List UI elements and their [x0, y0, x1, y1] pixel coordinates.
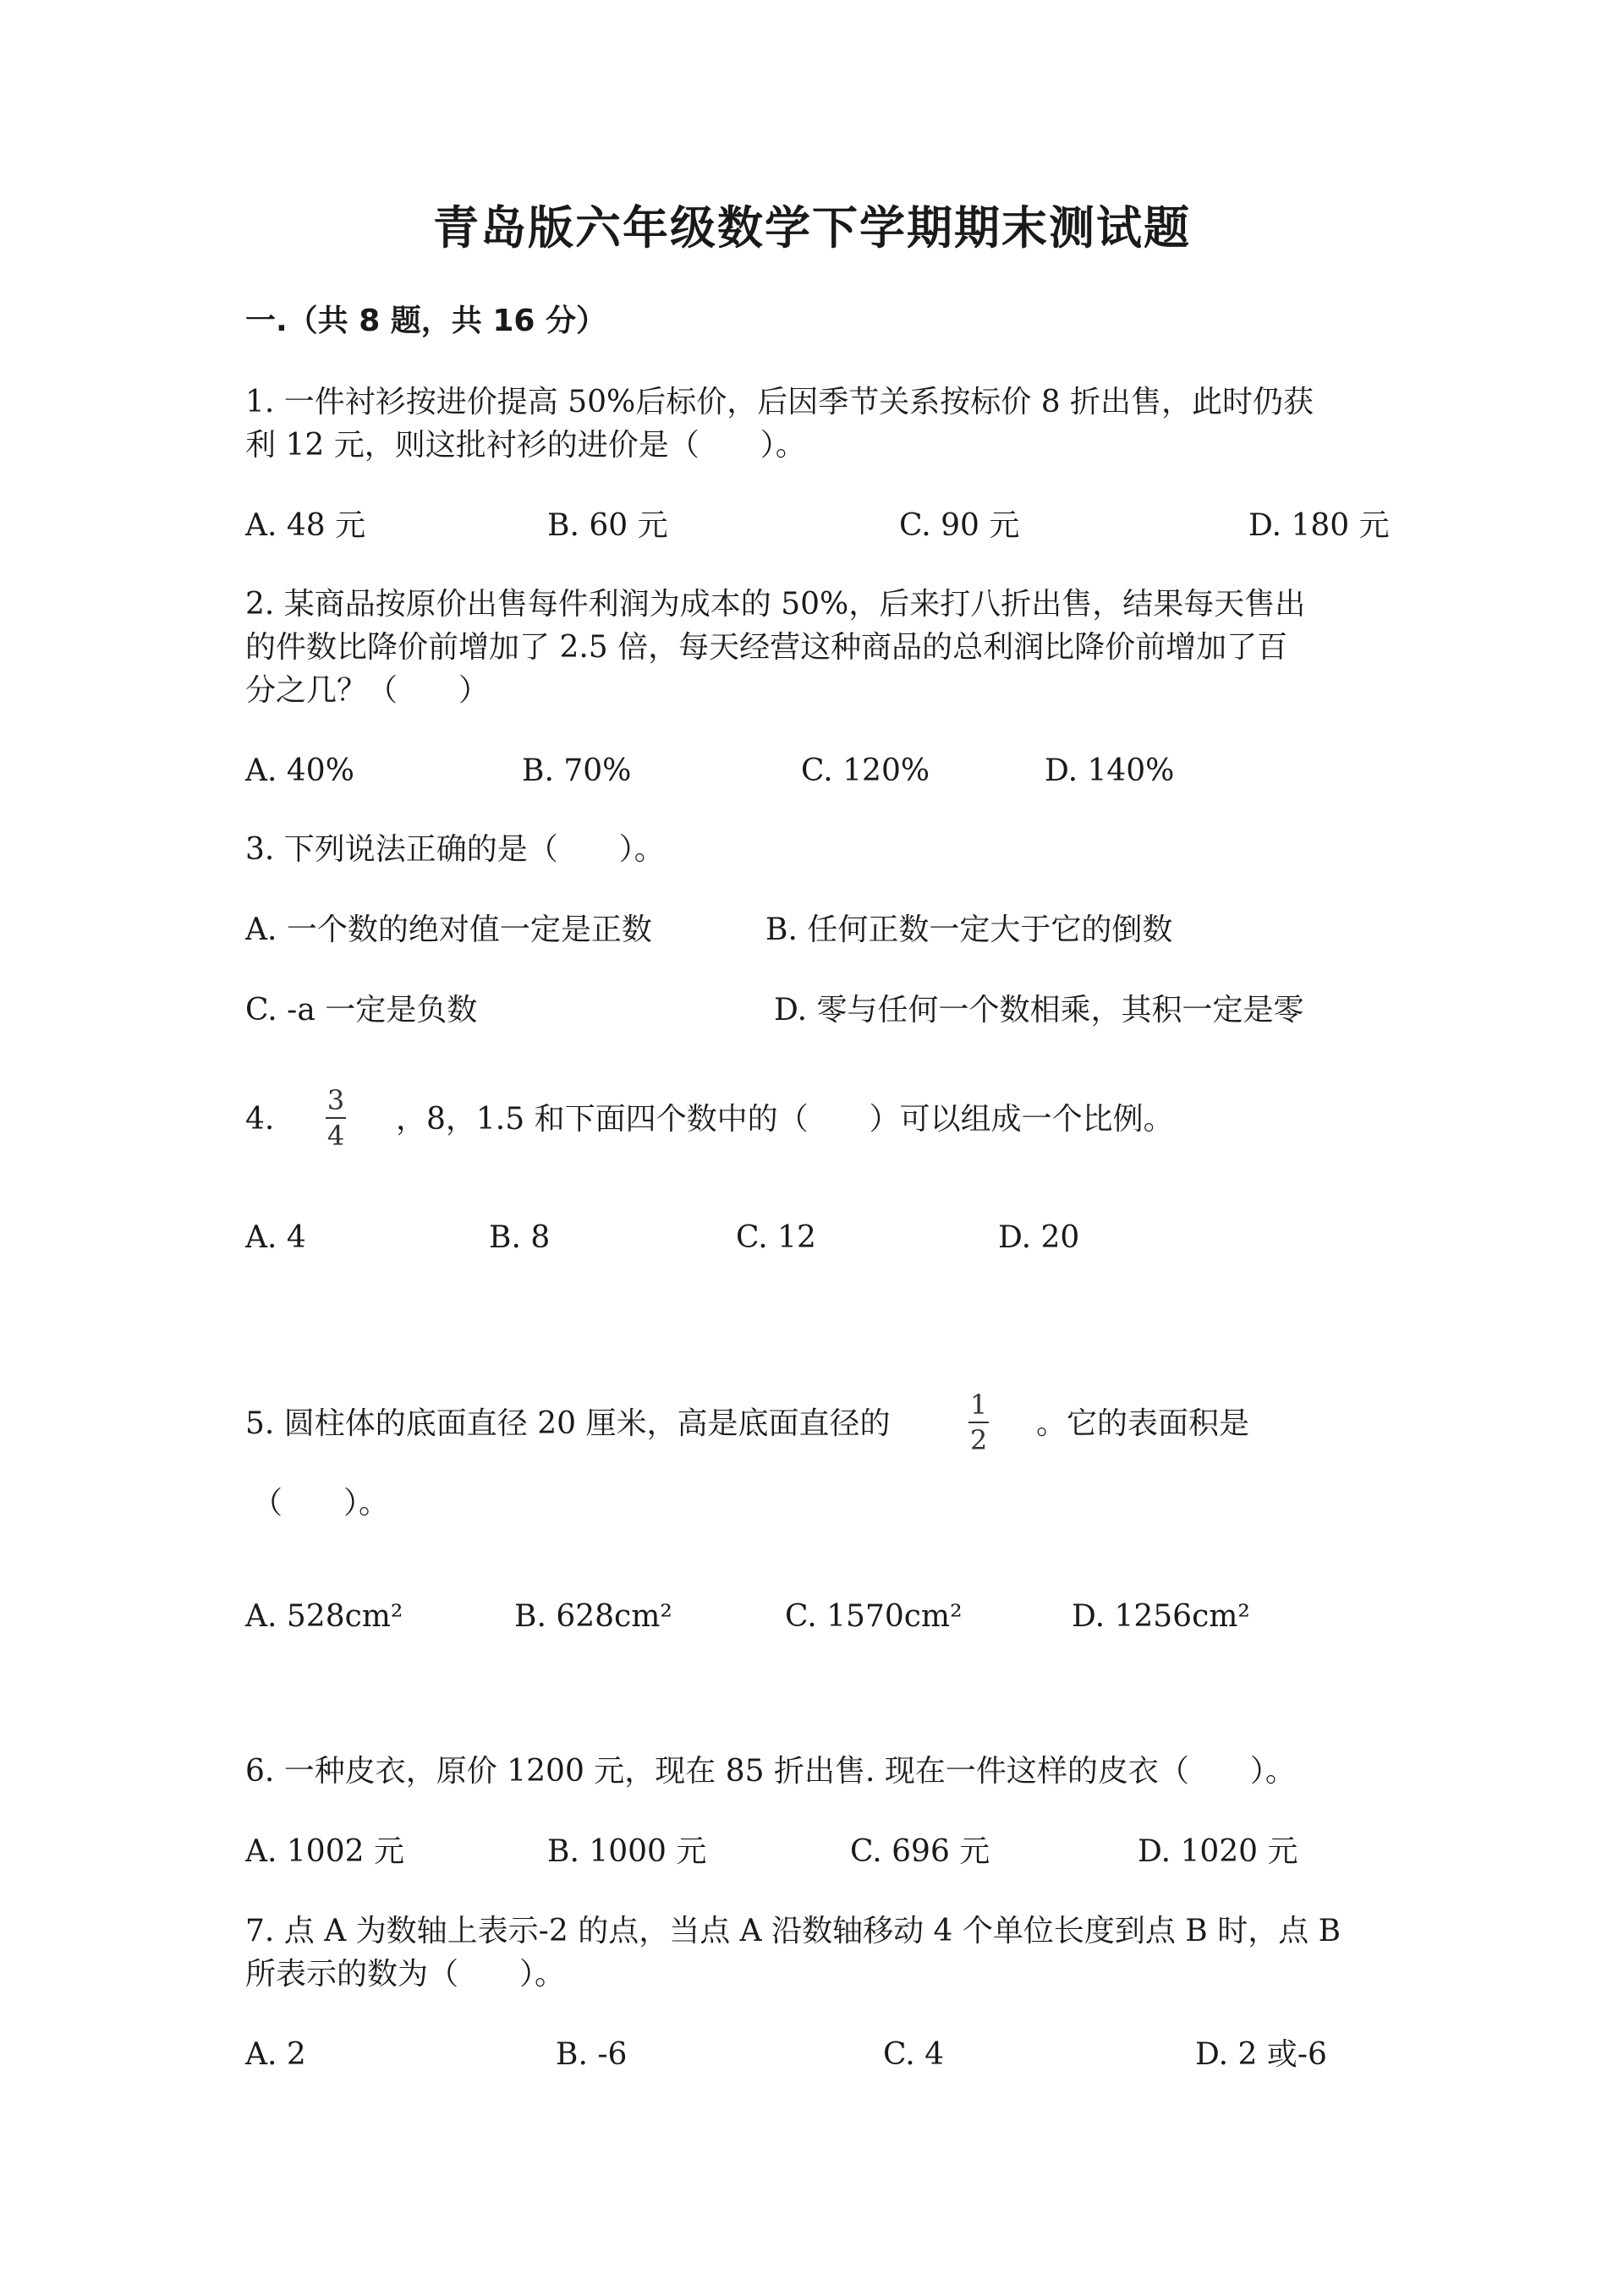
option-c: C. 90 元 [899, 508, 1020, 543]
question-5-line-1: 5. 圆柱体的底面直径 20 厘米，高是底面直径的 [245, 1406, 891, 1441]
option-a: A. 一个数的绝对值一定是正数 [245, 912, 652, 947]
question-5-line-2: （ ）。 [252, 1486, 390, 1521]
question-2-line-2: 的件数比降价前增加了 2.5 倍，每天经营这种商品的总利润比降价前增加了百 [245, 630, 1288, 665]
option-c: C. 696 元 [850, 1834, 990, 1869]
option-a: A. 2 [245, 2037, 306, 2072]
option-c: C. -a 一定是负数 [245, 993, 478, 1027]
question-2-line-3: 分之几？（ ） [245, 673, 490, 708]
fraction-numerator: 1 [969, 1389, 988, 1421]
option-c: C. 4 [883, 2037, 945, 2072]
option-b: B. -6 [556, 2037, 628, 2072]
option-d: D. 20 [998, 1220, 1080, 1255]
option-b: B. 8 [489, 1220, 551, 1255]
option-b: B. 任何正数一定大于它的倒数 [765, 912, 1173, 947]
question-7-line-1: 7. 点 A 为数轴上表示-2 的点，当点 A 沿数轴移动 4 个单位长度到点 B 时，点 B [245, 1914, 1341, 1948]
option-d: D. 1256cm² [1072, 1599, 1250, 1634]
option-d: D. 1020 元 [1138, 1834, 1298, 1869]
fraction-bar [968, 1422, 989, 1423]
fraction-bar [326, 1117, 346, 1119]
option-b: B. 60 元 [547, 508, 668, 543]
option-b: B. 628cm² [514, 1599, 672, 1634]
fraction-denominator: 4 [326, 1120, 345, 1152]
option-d: D. 零与任何一个数相乘，其积一定是零 [774, 993, 1304, 1027]
fraction-denominator: 2 [969, 1424, 988, 1456]
option-d: D. 2 或-6 [1195, 2037, 1327, 2072]
option-a: A. 528cm² [245, 1599, 403, 1634]
question-4-number: 4. [245, 1102, 275, 1137]
page-title: 青岛版六年级数学下学期期末测试题 [433, 201, 1191, 255]
option-b: B. 1000 元 [547, 1834, 707, 1869]
option-a: A. 48 元 [245, 508, 366, 543]
question-3-line-1: 3. 下列说法正确的是（ ）。 [245, 832, 665, 867]
option-a: A. 1002 元 [245, 1834, 404, 1869]
fraction-three-quarters [326, 1086, 346, 1150]
question-2-line-1: 2. 某商品按原价出售每件利润为成本的 50%，后来打八折出售，结果每天售出 [245, 587, 1306, 622]
option-c: C. 120% [801, 753, 930, 788]
question-5-continuation: 。它的表面积是 [1036, 1406, 1250, 1441]
section-heading: 一.（共 8 题，共 16 分） [245, 304, 606, 338]
question-1-line-1: 1. 一件衬衫按进价提高 50%后标价，后因季节关系按标价 8 折出售，此时仍获 [245, 385, 1314, 419]
question-7-line-2: 所表示的数为（ ）。 [245, 1957, 566, 1992]
question-6-line-1: 6. 一种皮衣，原价 1200 元，现在 85 折出售. 现在一件这样的皮衣（ ）。 [245, 1754, 1296, 1789]
fraction-numerator: 3 [326, 1084, 345, 1116]
option-a: A. 40% [245, 753, 354, 788]
option-d: D. 140% [1045, 753, 1175, 788]
option-d: D. 180 元 [1248, 508, 1390, 543]
question-4-text: ，8，1.5 和下面四个数中的（ ）可以组成一个比例。 [396, 1102, 1174, 1137]
question-1-line-2: 利 12 元，则这批衬衫的进价是（ ）。 [245, 428, 806, 463]
option-b: B. 70% [522, 753, 632, 788]
fraction-one-half [968, 1390, 989, 1455]
option-c: C. 12 [736, 1220, 816, 1255]
option-c: C. 1570cm² [785, 1599, 963, 1634]
option-a: A. 4 [245, 1220, 306, 1255]
